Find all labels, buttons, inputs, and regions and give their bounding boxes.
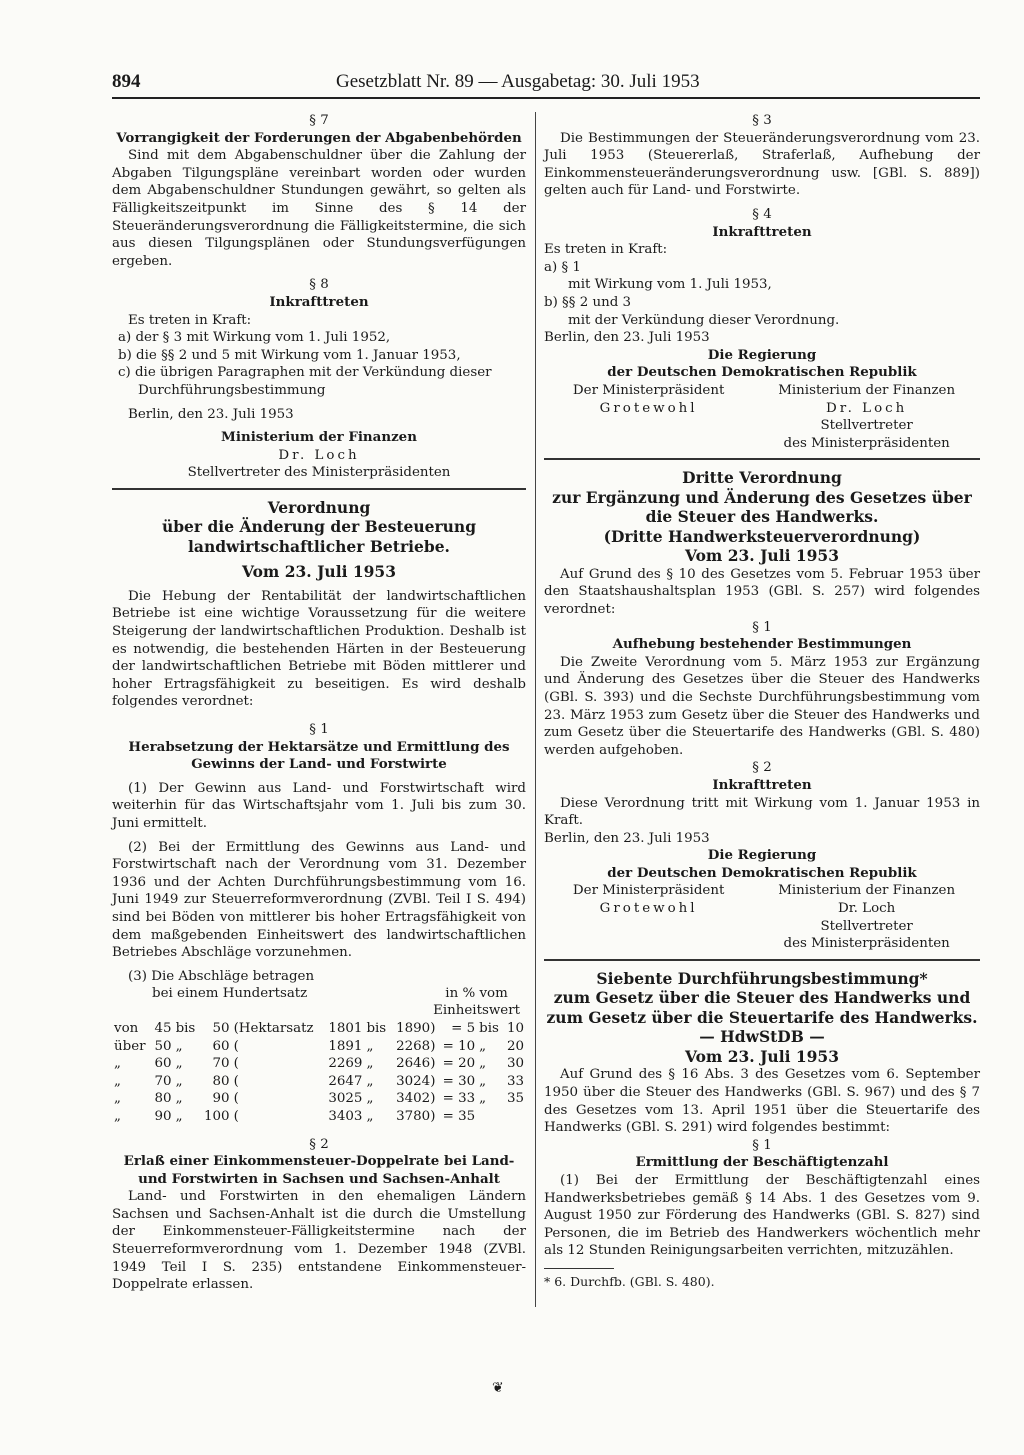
decree-title: Siebente Durchführungsbestimmung* [596, 968, 928, 988]
table-cell: 3024) [396, 1073, 436, 1089]
table-cell: 60 [154, 1056, 172, 1072]
signer-role: des Ministerpräsidenten [783, 936, 950, 952]
list-item: mit der Verkündung dieser Verordnung. [568, 312, 840, 328]
table-cell: = 33 [442, 1091, 476, 1107]
table-cell [503, 1108, 526, 1126]
decree-title: Dritte Verordnung [682, 468, 842, 488]
right-column [544, 112, 980, 1290]
table-cell: 3403 [328, 1108, 363, 1124]
table-cell: 45 [154, 1020, 172, 1036]
table-cell: = 30 [442, 1073, 476, 1089]
table-cell: 60 [212, 1038, 230, 1054]
list-item: mit Wirkung vom 1. Juli 1953, [568, 277, 772, 293]
section-number: § 7 [309, 113, 329, 128]
table-cell: 33 [506, 1073, 524, 1089]
decree-title: (Dritte Handwerksteuerverordnung) [603, 526, 921, 546]
table-cell: „ [175, 1056, 183, 1072]
table-cell: ( [233, 1108, 239, 1124]
table-cell [477, 1108, 503, 1126]
signer-title: Der Ministerpräsident [572, 883, 725, 899]
table-cell: „ [175, 1073, 183, 1089]
table-cell: 2268) [396, 1038, 436, 1054]
date-line: Berlin, den 23. Juli 1953 [544, 330, 710, 346]
list-item: b) §§ 2 und 3 [544, 294, 632, 310]
section-number: § 8 [309, 277, 329, 293]
table-cell: 35 [506, 1091, 524, 1107]
table-cell: 10 [506, 1020, 524, 1036]
decree-date: Vom 23. Juli 1953 [241, 562, 397, 582]
table-cell: „ [114, 1073, 121, 1089]
section-rule [544, 458, 980, 460]
table-cell: „ [366, 1073, 374, 1089]
table-cell: 2646) [396, 1056, 436, 1072]
table-cell: = 5 [451, 1020, 476, 1036]
table-cell: „ [366, 1108, 374, 1124]
signer-title: Ministerium der Finanzen [778, 883, 956, 899]
column-label: in % vom [445, 985, 508, 1001]
column-divider [535, 112, 536, 1307]
section-number: § 1 [752, 619, 772, 635]
signer-role: Stellvertreter [820, 918, 913, 934]
section-heading: Aufhebung bestehender Bestimmungen [612, 636, 912, 653]
table-row [112, 1090, 526, 1108]
list-item: b) die §§ 2 und 5 mit Wirkung vom 1. Januar 1953, [118, 347, 461, 363]
table-cell: 50 [154, 1038, 172, 1054]
paragraph: Auf Grund des § 16 Abs. 3 des Gesetzes vom 6. September 1950 über die Steuer des Handwerks (GBl. S. 967) und des § 7 des Gesetzes vom 13. April 1951 über die Steuertarife des Handwerks (GBl. S. 291) wird folgendes bestimmt: [544, 1067, 980, 1136]
paragraph: Land- und Forstwirten in den ehemaligen Ländern Sachsen und Sachsen-Anhalt ist die durch die Umstellung der Einkommensteuer-Fälligkeitstermine nach der Steuerreformverordnung vom 1. Dezember 1948 (ZVBl. 1949 Teil I S. 235) entstandene Einkommensteuer-Doppelrate erlassen. [112, 1189, 526, 1293]
signature-block [544, 382, 980, 452]
table-cell: 90 [154, 1108, 172, 1124]
column-label: Einheitswert [433, 1003, 520, 1019]
table-row [112, 1020, 526, 1038]
table-cell: 1891 [328, 1038, 363, 1054]
section-number: § 1 [309, 722, 329, 738]
table-cell: bis [366, 1020, 387, 1036]
government: Die Regierung [707, 847, 817, 864]
table-cell: 2647 [328, 1073, 363, 1089]
table-cell: 3780) [396, 1108, 436, 1124]
decree-title: — HdwStDB — [699, 1027, 825, 1047]
table-cell: 80 [212, 1073, 230, 1089]
paragraph: Sind mit dem Abgabenschuldner über die Zahlung der Abgaben Tilgungspläne vereinbart worden oder wurden dem Abgabenschuldner Stundungen gewährt, so gelten als Fälligkeitszeitpunkt im Sinne des § 14 der Steueränderungsverordnung die Fälligkeitstermine, die sich aus diesen Tilgungsplänen oder Stundungsverfügungen ergeben. [112, 148, 526, 269]
table-cell: 100 [204, 1108, 230, 1124]
table-cell: 1890) [396, 1020, 436, 1036]
table-cell: 80 [154, 1091, 172, 1107]
section-number: § 2 [309, 1136, 329, 1152]
table-cell: „ [175, 1108, 183, 1124]
section-number: § 3 [752, 113, 772, 128]
section-heading: Inkrafttreten [712, 776, 812, 793]
signer-role: Stellvertreter [820, 418, 913, 434]
table-cell: ( [233, 1073, 239, 1089]
paragraph: Die Bestimmungen der Steueränderungsverordnung vom 23. Juli 1953 (Steuererlaß, Straferlaß, Aufhebung der Einkommensteueränderungsverordnung usw. [GBl. S. 889]) gelten auch für Land- und Forstwirte. [544, 130, 980, 199]
table-cell: „ [114, 1108, 121, 1124]
government: der Deutschen Demokratischen Republik [607, 364, 917, 381]
table-cell: 50 [212, 1020, 230, 1036]
table-cell: „ [479, 1091, 487, 1107]
list-item: c) die übrigen Paragraphen mit der Verkündung dieser Durchführungsbestimmung [118, 365, 492, 398]
header-rule [112, 97, 980, 99]
table-row [112, 1073, 526, 1091]
ornament-icon: ❦ [492, 1380, 504, 1396]
decree-title: zur Ergänzung und Änderung des Gesetzes über die Steuer des Handwerks. [552, 487, 972, 527]
signer-role: des Ministerpräsidenten [783, 435, 950, 451]
signer-name: Grotewohl [599, 901, 698, 917]
footnote: * 6. Durchfb. (GBl. S. 480). [544, 1273, 715, 1289]
table-cell: ( [233, 1038, 239, 1054]
table-cell: „ [366, 1091, 374, 1107]
table-cell: „ [114, 1056, 121, 1072]
table-cell: = 10 [442, 1038, 476, 1054]
paragraph: (1) Bei der Ermittlung der Beschäftigtenzahl eines Handwerksbetriebes gemäß § 14 Abs. 1 des Gesetzes vom 9. August 1950 zur Förderung des Handwerks (GBl. S. 827) sind Personen, die im Betrieb des Handwerkers wöchentlich mehr als 12 Stunden Reinigungsarbeiten verrichten, mitzuzählen. [544, 1172, 980, 1259]
decree-date: Vom 23. Juli 1953 [684, 1046, 840, 1066]
section-heading: Inkrafttreten [269, 293, 369, 310]
signer-role: Stellvertreter des Ministerpräsidenten [187, 465, 451, 481]
table-cell: bis [479, 1020, 499, 1036]
table-cell: ( [233, 1056, 239, 1072]
table-cell: „ [366, 1038, 374, 1054]
section-heading: Vorrangigkeit der Forderungen der Abgabenbehörden [116, 129, 522, 146]
section-number: § 4 [752, 206, 772, 222]
table-cell: bis [175, 1020, 196, 1036]
table-cell: von [114, 1020, 139, 1036]
page-header-title: Gesetzblatt Nr. 89 — Ausgabetag: 30. Juli 1953 [336, 71, 700, 92]
authority: Ministerium der Finanzen [221, 429, 417, 446]
date-line: Berlin, den 23. Juli 1953 [128, 406, 294, 422]
paragraph: Die Hebung der Rentabilität der landwirtschaftlichen Betriebe ist eine wichtige Voraussetzung für die weitere Steigerung der landwirtschaftlichen Produktion. Deshalb ist es notwendig, die bestehenden Härten in der Besteuerung der landwirtschaftlichen Betriebe mit Böden mittlerer und hoher Ertragsfähigkeit zu beseitigen. Es wird deshalb folgendes verordnet: [112, 588, 526, 710]
table-cell: 30 [506, 1056, 524, 1072]
signer-title: Ministerium der Finanzen [778, 382, 956, 398]
paragraph: Es treten in Kraft: [544, 242, 668, 258]
government: Die Regierung [707, 346, 817, 363]
table-cell: „ [366, 1056, 374, 1072]
table-cell: 3402) [396, 1091, 436, 1107]
paragraph: bei einem Hundertsatz [152, 986, 308, 1002]
table-cell: = 35 [442, 1108, 476, 1124]
list-item: a) der § 3 mit Wirkung vom 1. Juli 1952, [118, 330, 391, 346]
signer-name: Dr. Loch [826, 400, 908, 416]
paragraph: (3) Die Abschläge betragen [128, 968, 315, 984]
paragraph: Die Zweite Verordnung vom 5. März 1953 zur Ergänzung und Änderung des Gesetzes über die Steuer des Handwerks (GBl. S. 393) und die Sechste Durchführungsbestimmung vom 23. März 1953 zum Gesetz über die Steuer des Handwerks und zum Gesetz über die Steuertarife des Handwerks (GBl. S. 480) werden aufgehoben. [544, 654, 980, 758]
table-cell: 1801 [328, 1020, 363, 1036]
signer-title: Der Ministerpräsident [572, 382, 725, 398]
decree-title: über die Änderung der Besteuerung [161, 517, 477, 537]
section-number: § 2 [752, 760, 772, 776]
table-cell: 70 [212, 1056, 230, 1072]
table-row [112, 1108, 526, 1126]
table-cell: (Hektarsatz [233, 1020, 314, 1036]
decree-title: zum Gesetz über die Steuer des Handwerks und zum Gesetz über die Steuertarife des Handwerks. [546, 988, 978, 1027]
section-number: § 1 [752, 1137, 772, 1153]
footnote-rule [544, 1268, 614, 1269]
table-cell: „ [175, 1038, 183, 1054]
signer-name: Dr. Loch [838, 901, 896, 917]
section-heading: Ermittlung der Beschäftigtenzahl [635, 1154, 889, 1171]
left-column [112, 112, 526, 1294]
table-cell: 70 [154, 1073, 172, 1089]
table-cell: „ [114, 1091, 121, 1107]
table-cell: 3025 [328, 1091, 363, 1107]
table-cell: „ [479, 1038, 487, 1054]
signer-name: Grotewohl [599, 400, 698, 416]
table-cell: „ [479, 1073, 487, 1089]
table-cell: 20 [506, 1038, 524, 1054]
table-cell: über [114, 1038, 146, 1054]
table-cell: „ [175, 1091, 183, 1107]
section-rule [544, 959, 980, 961]
paragraph: Es treten in Kraft: [128, 312, 252, 328]
table-cell: ( [233, 1091, 239, 1107]
government: der Deutschen Demokratischen Republik [607, 864, 917, 881]
table-cell: „ [479, 1056, 487, 1072]
paragraph: (1) Der Gewinn aus Land- und Forstwirtschaft wird weiterhin für das Wirtschaftsjahr vom 1. Juli bis zum 30. Juni ermittelt. [112, 780, 526, 831]
section-heading: Herabsetzung der Hektarsätze und Ermittlung des Gewinns der Land- und Forstwirte [128, 738, 510, 773]
paragraph: Diese Verordnung tritt mit Wirkung vom 1. Januar 1953 in Kraft. [544, 795, 980, 829]
table-row [112, 1055, 526, 1073]
decree-date: Vom 23. Juli 1953 [684, 546, 840, 566]
date-line: Berlin, den 23. Juli 1953 [544, 830, 710, 846]
table-cell: 90 [212, 1091, 230, 1107]
table-cell: = 20 [442, 1056, 476, 1072]
signature-block [544, 882, 980, 952]
table-row [112, 1038, 526, 1056]
signer-name: Dr. Loch [278, 447, 360, 463]
table-cell: 2269 [328, 1056, 363, 1072]
list-item: a) § 1 [544, 259, 581, 275]
section-heading: Erlaß einer Einkommensteuer-Doppelrate bei Land- und Forstwirten in Sachsen und Sachsen-Anhalt [123, 1153, 515, 1187]
decree-title: landwirtschaftlicher Betriebe. [188, 536, 450, 556]
page-number: 894 [112, 71, 141, 92]
paragraph: Auf Grund des § 10 des Gesetzes vom 5. Februar 1953 über den Staatshaushaltsplan 1953 (GBl. S. 257) wird folgendes verordnet: [544, 566, 980, 617]
rates-table [112, 1020, 526, 1126]
paragraph: (2) Bei der Ermittlung des Gewinns aus Land- und Forstwirtschaft nach der Verordnung vom 31. Dezember 1936 und der Achten Durchführungsbestimmung vom 16. Juni 1949 zur Steuerreformverordnung (ZVBl. Teil I S. 494) sind bei Böden von mittlerer bis hoher Ertragsfähigkeit von dem maßgebenden Einheitswert des landwirtschaftlichen Betriebes Abschläge vorzunehmen. [112, 839, 526, 961]
section-rule [112, 488, 526, 490]
decree-title: Verordnung [267, 497, 371, 517]
section-heading: Inkrafttreten [712, 223, 812, 240]
